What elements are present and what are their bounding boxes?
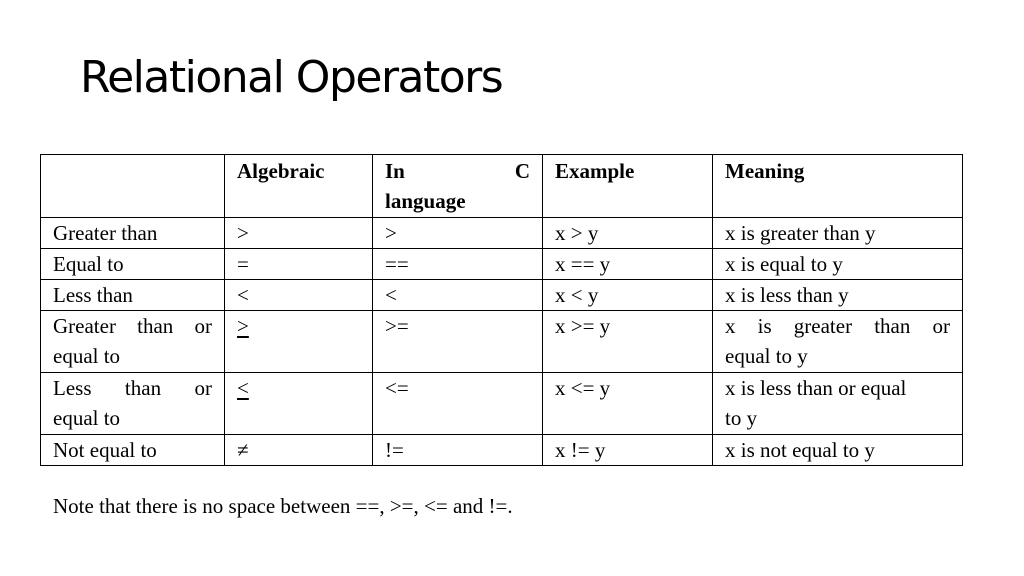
table-row [41, 435, 963, 466]
c-operator-cell: != [373, 435, 543, 466]
operator-name-cell [41, 435, 225, 466]
operator-name-line: equal to [53, 344, 121, 368]
operator-name-line: Greater than [53, 221, 158, 245]
table-header-row [41, 155, 963, 218]
meaning-cell [713, 218, 963, 249]
relational-operators-table [40, 154, 963, 466]
header-cell-blank [41, 155, 225, 218]
table-row [41, 218, 963, 249]
slide-title: Relational Operators [80, 52, 503, 103]
operator-name-line: Not equal to [53, 438, 157, 462]
meaning-line: x is equal to y [725, 252, 843, 276]
meaning-line: x is not equal to y [725, 438, 875, 462]
meaning-line: equal to y [725, 344, 808, 368]
meaning-cell [713, 311, 963, 373]
algebraic-symbol-cell: > [225, 218, 373, 249]
operator-name-line: Equal to [53, 252, 124, 276]
c-operator-cell: > [373, 218, 543, 249]
operator-name-line: Less than or [53, 376, 212, 400]
header-c-language-word: language [385, 189, 466, 213]
header-cell-c-language [373, 155, 543, 218]
example-cell: x >= y [543, 311, 713, 373]
example-cell: x < y [543, 280, 713, 311]
meaning-line: to y [725, 406, 758, 430]
operator-name-cell [41, 249, 225, 280]
c-operator-cell: <= [373, 373, 543, 435]
algebraic-symbol-cell: ≠ [225, 435, 373, 466]
algebraic-symbol: < [237, 376, 249, 400]
example-cell: x <= y [543, 373, 713, 435]
header-cell-algebraic: Algebraic [225, 155, 373, 218]
operator-name-line: equal to [53, 406, 121, 430]
table-row [41, 249, 963, 280]
table-row [41, 373, 963, 435]
header-c-in-word: In [385, 159, 405, 183]
algebraic-symbol-cell: = [225, 249, 373, 280]
algebraic-symbol: > [237, 314, 249, 338]
c-operator-cell: >= [373, 311, 543, 373]
operator-name-cell [41, 280, 225, 311]
meaning-cell [713, 373, 963, 435]
operator-name-cell [41, 218, 225, 249]
example-cell: x > y [543, 218, 713, 249]
meaning-cell [713, 280, 963, 311]
header-c-first-line [385, 156, 530, 186]
header-cell-meaning: Meaning [713, 155, 963, 218]
c-operator-cell: == [373, 249, 543, 280]
algebraic-symbol-cell [225, 311, 373, 373]
meaning-line: x is greater than y [725, 221, 876, 245]
algebraic-symbol-cell: < [225, 280, 373, 311]
example-cell: x != y [543, 435, 713, 466]
operator-name-cell [41, 373, 225, 435]
table-row [41, 280, 963, 311]
meaning-line: x is less than y [725, 283, 849, 307]
operator-name-cell [41, 311, 225, 373]
algebraic-symbol-cell [225, 373, 373, 435]
example-cell: x == y [543, 249, 713, 280]
meaning-line: x is less than or equal [725, 376, 907, 400]
header-c-c-word: C [514, 159, 530, 183]
operator-name-line: Greater than or [53, 314, 212, 338]
meaning-cell [713, 249, 963, 280]
operator-name-line: Less than [53, 283, 133, 307]
c-operator-cell: < [373, 280, 543, 311]
header-cell-example: Example [543, 155, 713, 218]
footnote: Note that there is no space between ==, >=, <= and !=. [53, 494, 513, 518]
meaning-cell [713, 435, 963, 466]
table-row [41, 311, 963, 373]
meaning-line: x is greater than or [725, 314, 950, 338]
